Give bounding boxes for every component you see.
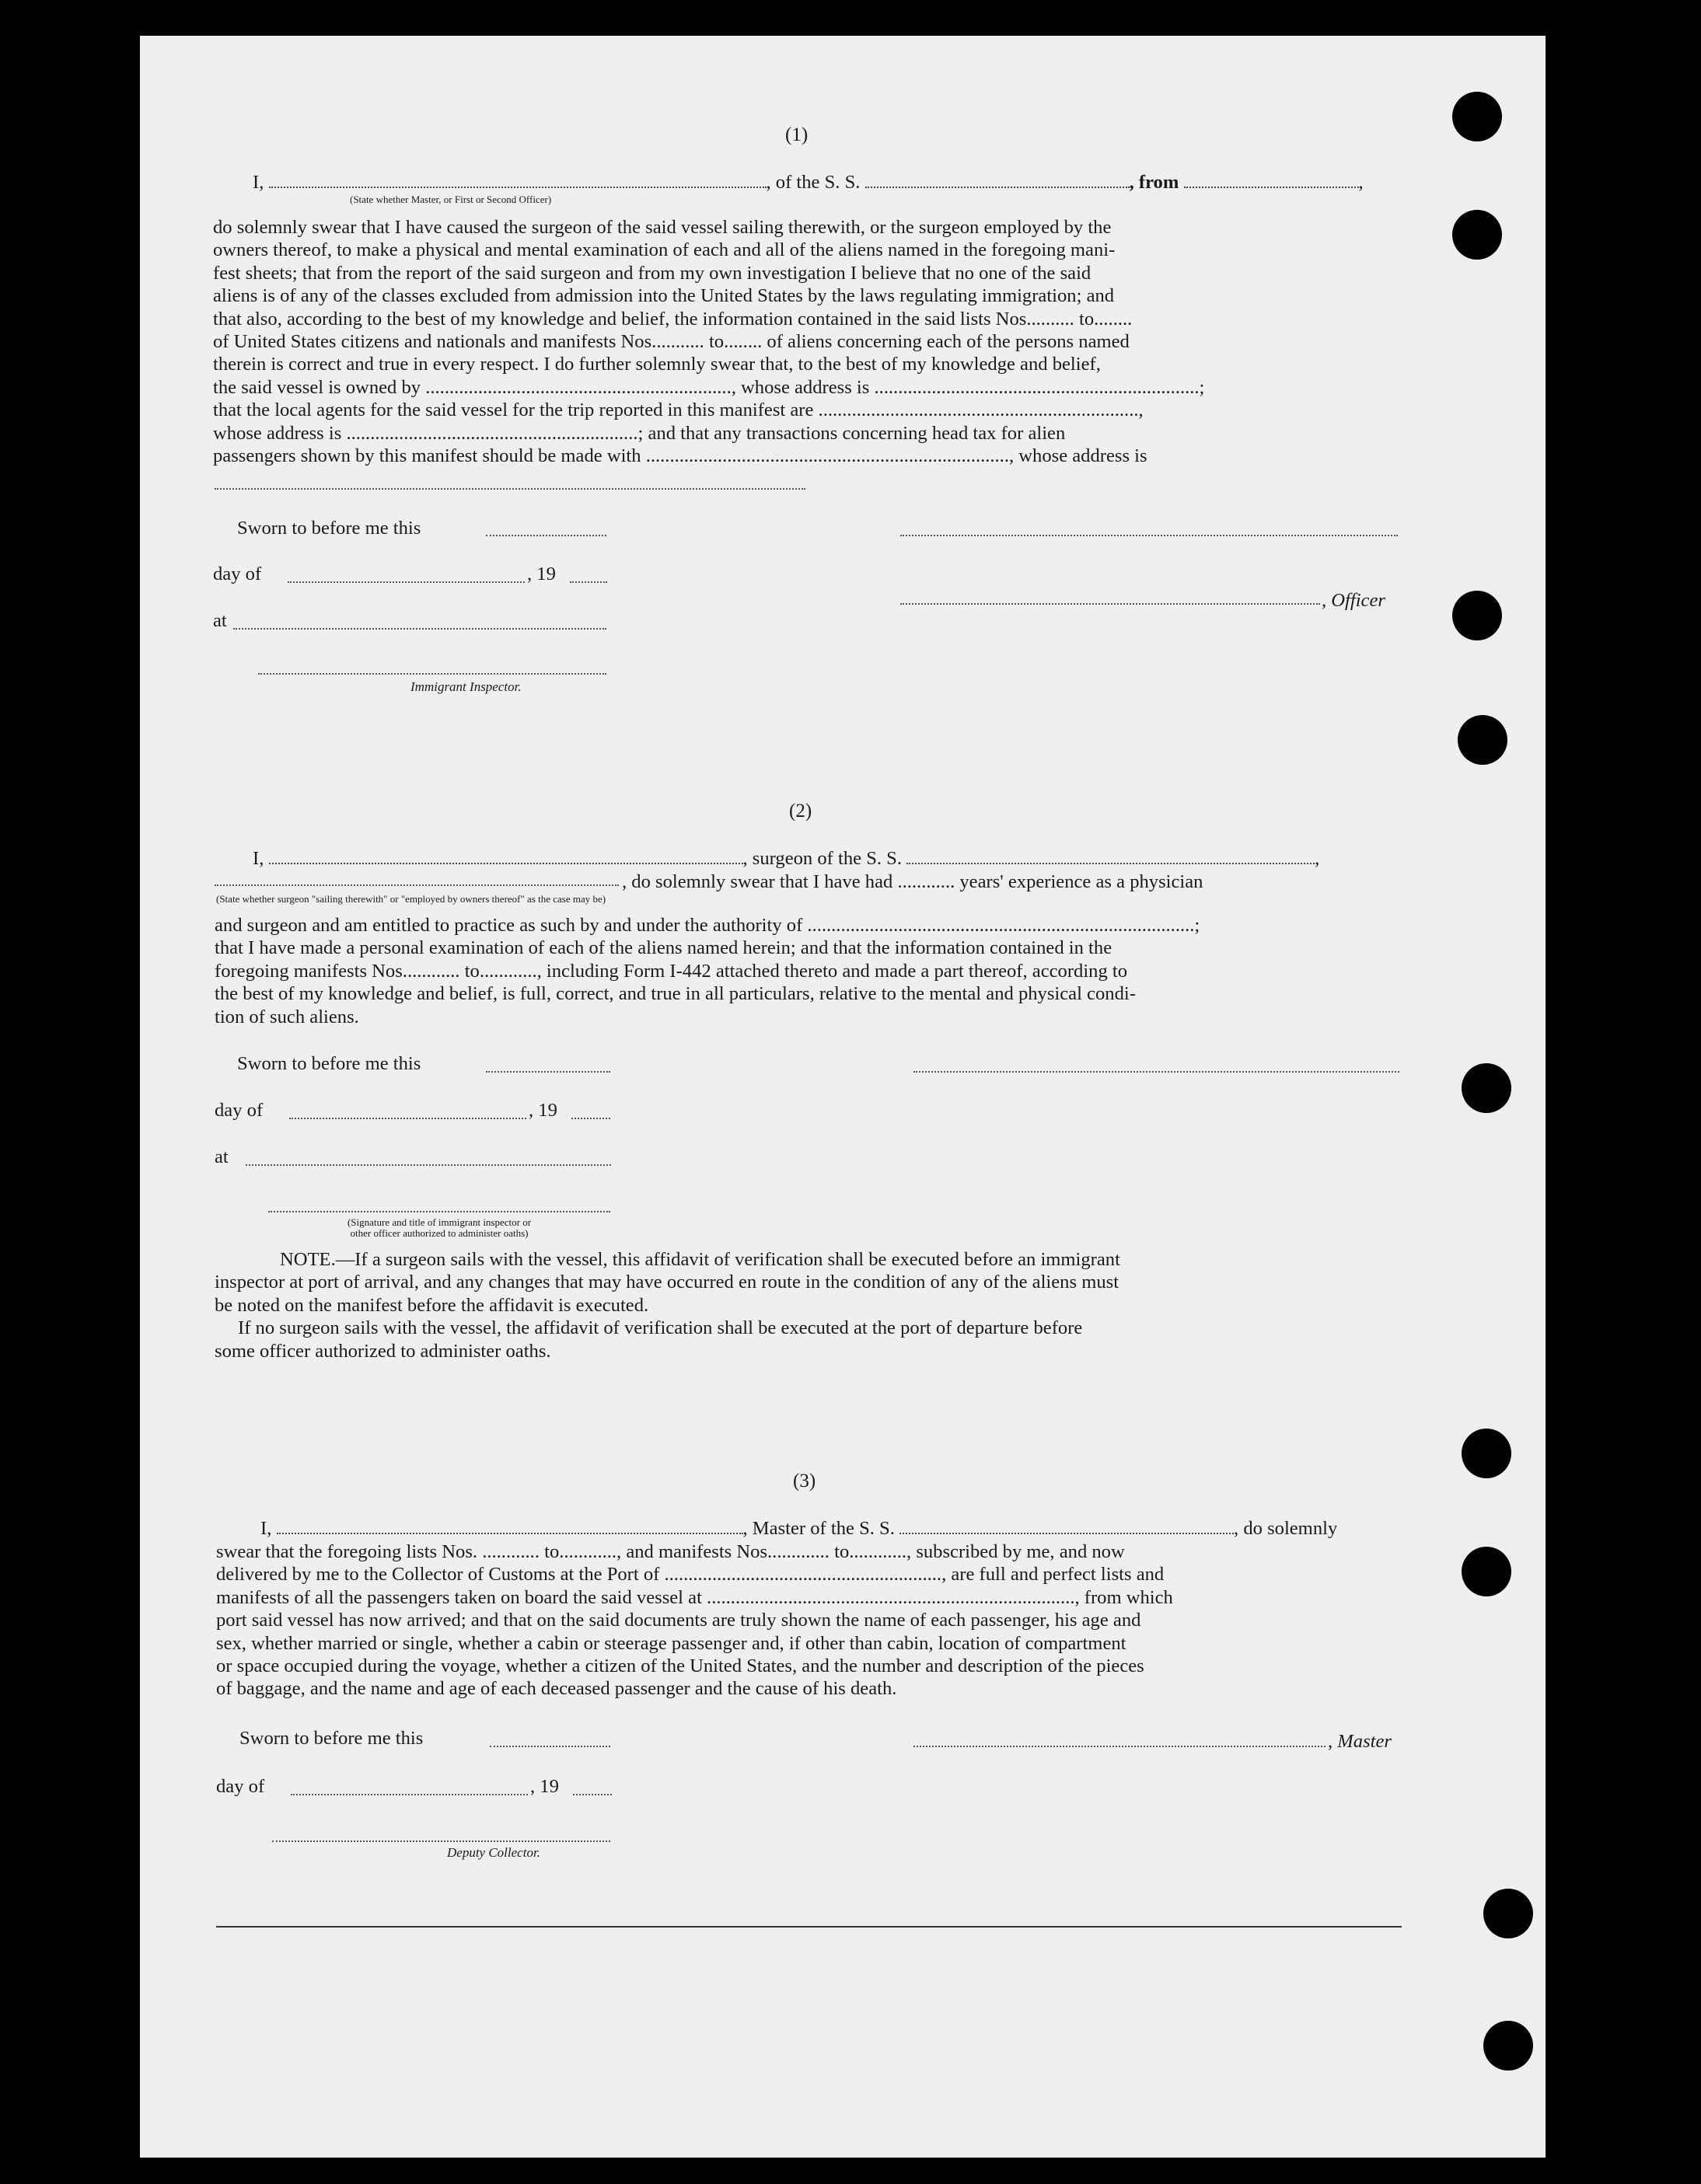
address-line bbox=[215, 488, 805, 490]
section-3-opening bbox=[260, 1517, 1337, 1540]
text-line: therein is correct and true in every respect. I do further solemnly swear that, to the best of my knowledge and belief, bbox=[213, 354, 1101, 375]
collector-label: Deputy Collector. bbox=[447, 1845, 540, 1860]
day-of-label: day of bbox=[215, 1100, 264, 1121]
text-line: that I have made a personal examination of each of the aliens named herein; and that the information contained in the bbox=[215, 937, 1112, 959]
punch-hole bbox=[1462, 1429, 1511, 1478]
text-line: the best of my knowledge and belief, is full, correct, and true in all particulars, relative to the mental and physical condi- bbox=[215, 983, 1136, 1005]
punch-hole bbox=[1462, 1063, 1511, 1113]
text-line: or space occupied during the voyage, whether a citizen of the United States, and the number and description of the pieces bbox=[216, 1655, 1144, 1677]
section-2-number: (2) bbox=[789, 801, 812, 822]
solemnly-label: , do solemnly bbox=[1234, 1518, 1338, 1539]
text-line: foregoing manifests Nos............ to............, including Form I-442 attached thereto and made a part thereof, according to bbox=[215, 960, 1128, 982]
officer-label: , Officer bbox=[1322, 590, 1385, 611]
sworn-date-line bbox=[486, 1071, 610, 1073]
year-label: , 19 bbox=[527, 563, 556, 584]
opening-i: I, bbox=[253, 172, 264, 193]
note-line: be noted on the manifest before the affidavit is executed. bbox=[215, 1294, 649, 1316]
signature-line bbox=[268, 1211, 610, 1212]
section-3-number: (3) bbox=[793, 1471, 816, 1491]
text-line: of baggage, and the name and age of each deceased passenger and the cause of his death. bbox=[216, 1678, 897, 1700]
opening-i: I, bbox=[253, 848, 264, 869]
text-line: fest sheets; that from the report of the said surgeon and from my own investigation I believe that no one of the said bbox=[213, 262, 1092, 284]
text-line: delivered by me to the Collector of Customs at the Port of .........................................................., are full and perfect lists and bbox=[216, 1564, 1165, 1586]
punch-hole bbox=[1462, 1547, 1511, 1596]
text-line: sex, whether married or single, whether a cabin or steerage passenger and, if other than cabin, location of compartment bbox=[216, 1632, 1126, 1654]
year-line bbox=[571, 1118, 610, 1119]
sworn-date-line bbox=[490, 1746, 610, 1747]
text-line: swear that the foregoing lists Nos. ............ to............, and manifests Nos............. to............, subscribed by me, and now bbox=[216, 1541, 1125, 1562]
section-3-text bbox=[216, 1540, 1173, 1701]
year-label: , 19 bbox=[529, 1100, 557, 1121]
text-line: passengers shown by this manifest should be made with ............................................................................, whose address is bbox=[213, 445, 1147, 467]
note-line: some officer authorized to administer oaths. bbox=[215, 1340, 551, 1362]
swear-years-text: , do solemnly swear that I have had ............ years' experience as a physician bbox=[622, 871, 1203, 892]
sworn-label: Sworn to before me this bbox=[239, 1728, 424, 1749]
note-line: NOTE.—If a surgeon sails with the vessel, this affidavit of verification shall be executed before an immigrant bbox=[280, 1249, 1120, 1270]
day-of-label: day of bbox=[216, 1776, 265, 1797]
punch-hole bbox=[1452, 210, 1502, 260]
day-of-line bbox=[289, 1118, 526, 1119]
punch-hole bbox=[1452, 591, 1502, 640]
sworn-label: Sworn to before me this bbox=[237, 518, 421, 539]
master-of-label: , Master of the S. S. bbox=[742, 1518, 895, 1539]
surgeon-signature-line bbox=[913, 1071, 1399, 1073]
text-line: owners thereof, to make a physical and mental examination of each and all of the aliens named in the foregoing mani- bbox=[213, 239, 1116, 261]
at-line bbox=[233, 628, 606, 630]
surgeon-of-label: , surgeon of the S. S. bbox=[742, 848, 902, 869]
collector-line bbox=[272, 1840, 610, 1842]
text-line: port said vessel has now arrived; and that on the said documents are truly shown the name of each passenger, his age and bbox=[216, 1610, 1141, 1631]
from-label: , from bbox=[1129, 172, 1179, 193]
text-line: of United States citizens and nationals and manifests Nos........... to........ of aliens concerning each of the persons named bbox=[213, 331, 1130, 353]
bottom-rule bbox=[216, 1926, 1402, 1928]
punch-hole bbox=[1483, 2021, 1533, 2071]
day-of-line bbox=[288, 581, 525, 583]
at-line bbox=[246, 1164, 611, 1166]
master-signature-line bbox=[913, 1746, 1326, 1747]
text-line: the said vessel is owned by ................................................................, whose address is ....................................................................; bbox=[213, 376, 1205, 398]
signature-note: (Signature and title of immigrant inspector or other officer authorized to administer oaths) bbox=[347, 1216, 532, 1239]
inspector-line bbox=[258, 673, 606, 675]
text-line: whose address is .............................................................; and that any transactions concerning head tax for alien bbox=[213, 422, 1066, 444]
opening-i: I, bbox=[260, 1518, 272, 1539]
officer-title-line bbox=[900, 603, 1320, 605]
of-ss-label: , of the S. S. bbox=[766, 172, 861, 193]
text-line: aliens is of any of the classes excluded from admission into the United States by the laws regulating immigration; and bbox=[213, 285, 1115, 307]
section-2-opening: I, , surgeon of the S. S. , bbox=[253, 848, 1320, 869]
surgeon-note: (State whether surgeon "sailing therewith" or "employed by owners thereof" as the case may be) bbox=[216, 893, 606, 905]
inspector-label: Immigrant Inspector. bbox=[410, 679, 522, 694]
section-2-text bbox=[215, 914, 1200, 1028]
year-line bbox=[573, 1794, 612, 1795]
note-line: inspector at port of arrival, and any changes that may have occurred en route in the condition of any of the aliens must bbox=[215, 1272, 1119, 1293]
master-note: (State whether Master, or First or Second Officer) bbox=[350, 194, 552, 205]
year-label: , 19 bbox=[530, 1776, 559, 1797]
sworn-date-line bbox=[486, 535, 606, 536]
section-1-text bbox=[213, 216, 1204, 467]
punch-hole bbox=[1483, 1889, 1533, 1938]
year-line bbox=[570, 581, 607, 583]
note-line: If no surgeon sails with the vessel, the affidavit of verification shall be executed at the port of departure before bbox=[238, 1317, 1083, 1339]
text-line: manifests of all the passengers taken on board the said vessel at ............................................................................., from which bbox=[216, 1586, 1173, 1608]
surgeon-type-line bbox=[215, 884, 619, 886]
text-line: that also, according to the best of my knowledge and belief, the information contained in the said lists Nos.......... to........ bbox=[213, 308, 1133, 330]
note-text bbox=[215, 1248, 1120, 1362]
day-of-line bbox=[291, 1794, 528, 1795]
sworn-label: Sworn to before me this bbox=[237, 1053, 421, 1074]
section-1-opening: I, , of the S. S. , from , bbox=[253, 172, 1364, 193]
officer-signature-line bbox=[900, 535, 1398, 536]
punch-hole bbox=[1458, 715, 1507, 765]
at-label: at bbox=[215, 1146, 229, 1167]
text-line: tion of such aliens. bbox=[215, 1006, 359, 1027]
text-line: do solemnly swear that I have caused the surgeon of the said vessel sailing therewith, or the surgeon employed by the bbox=[213, 217, 1112, 238]
text-line: and surgeon and am entitled to practice as such by and under the authority of .................................................................................; bbox=[215, 915, 1200, 936]
text-line: that the local agents for the said vessel for the trip reported in this manifest are ..................................................................., bbox=[213, 399, 1144, 421]
punch-hole bbox=[1452, 92, 1502, 141]
at-label: at bbox=[213, 610, 227, 631]
day-of-label: day of bbox=[213, 563, 262, 584]
section-1-number: (1) bbox=[785, 124, 809, 145]
master-label: , Master bbox=[1328, 1731, 1392, 1752]
